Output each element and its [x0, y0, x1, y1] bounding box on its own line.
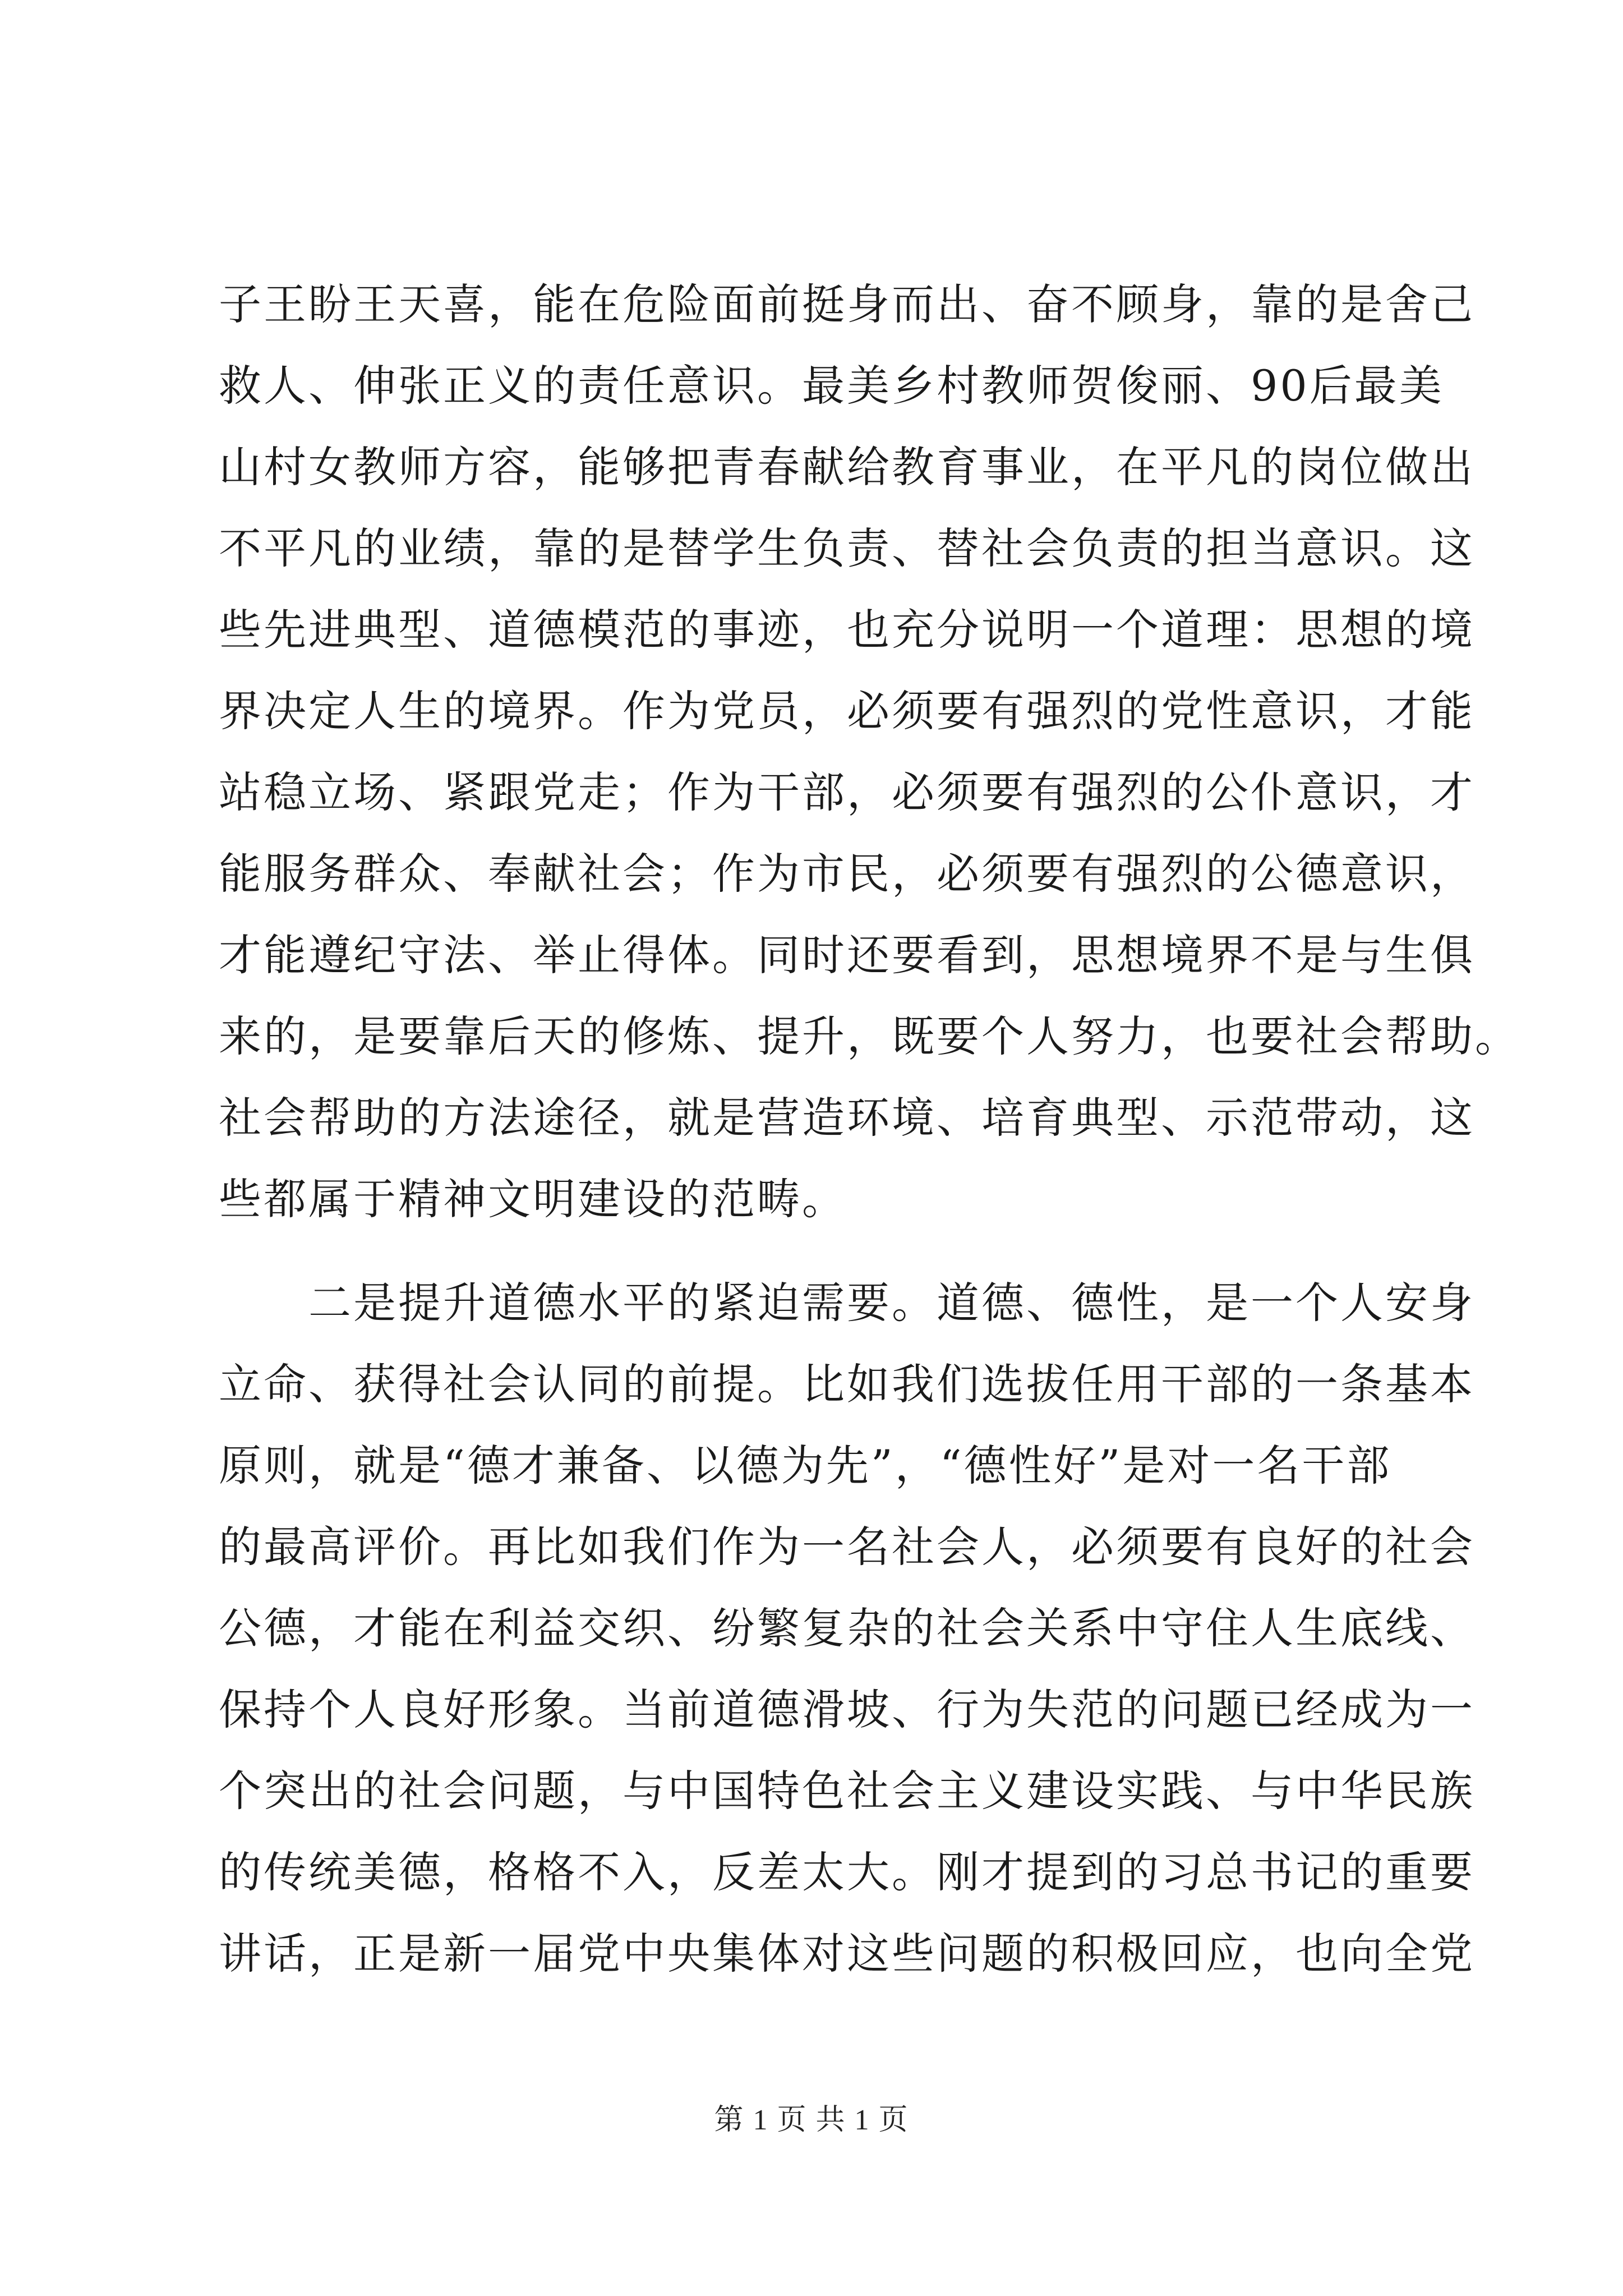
- text-line: 才能遵纪守法、举止得体。同时还要看到，思想境界不是与生俱: [219, 930, 1475, 980]
- text-line: 救人、伸张正义的责任意识。最美乡村教师贺俊丽、90后最美: [219, 361, 1444, 411]
- text-line: 原则，就是“德才兼备、以德为先”，“德性好”是对一名干部: [219, 1441, 1392, 1490]
- text-line: 山村女教师方容，能够把青春献给教育事业，在平凡的岗位做出: [219, 442, 1475, 492]
- text-line: 的最高评价。再比如我们作为一名社会人，必须要有良好的社会: [219, 1522, 1475, 1572]
- text-line: 站稳立场、紧跟党走；作为干部，必须要有强烈的公仆意识，才: [219, 767, 1475, 817]
- paragraph-2: [219, 1262, 1475, 1994]
- text-line: 些先进典型、道德模范的事迹，也充分说明一个道理：思想的境: [219, 605, 1475, 655]
- text-line: 个突出的社会问题，与中国特色社会主义建设实践、与中华民族: [219, 1766, 1475, 1816]
- text-line: 能服务群众、奉献社会；作为市民，必须要有强烈的公德意识，: [219, 849, 1475, 899]
- text-line: 社会帮助的方法途径，就是营造环境、培育典型、示范带动，这: [219, 1093, 1475, 1143]
- text-line: 子王盼王天喜，能在危险面前挺身而出、奋不顾身，靠的是舍己: [219, 279, 1475, 329]
- text-line: 些都属于精神文明建设的范畴。: [219, 1174, 847, 1224]
- text-line: 不平凡的业绩，靠的是替学生负责、替社会负责的担当意识。这: [219, 523, 1475, 573]
- text-line: 来的，是要靠后天的修炼、提升，既要个人努力，也要社会帮助。: [219, 1011, 1520, 1061]
- text-line: 界决定人生的境界。作为党员，必须要有强烈的党性意识，才能: [219, 686, 1475, 736]
- text-line: 二是提升道德水平的紧迫需要。道德、德性，是一个人安身: [308, 1278, 1475, 1328]
- text-line: 讲话，正是新一届党中央集体对这些问题的积极回应，也向全党: [219, 1929, 1475, 1978]
- text-line: 立命、获得社会认同的前提。比如我们选拔任用干部的一条基本: [219, 1359, 1475, 1409]
- paragraph-1: [219, 264, 1520, 1240]
- text-line: 公德，才能在利益交织、纷繁复杂的社会关系中守住人生底线、: [219, 1603, 1475, 1653]
- page-number-footer: 第 1 页 共 1 页: [714, 2104, 909, 2136]
- text-line: 保持个人良好形象。当前道德滑坡、行为失范的问题已经成为一: [219, 1685, 1475, 1734]
- paragraph-spacer: [219, 1240, 1424, 1262]
- text-line: 的传统美德，格格不入，反差太大。刚才提到的习总书记的重要: [219, 1847, 1475, 1897]
- document-body: [219, 264, 1520, 1994]
